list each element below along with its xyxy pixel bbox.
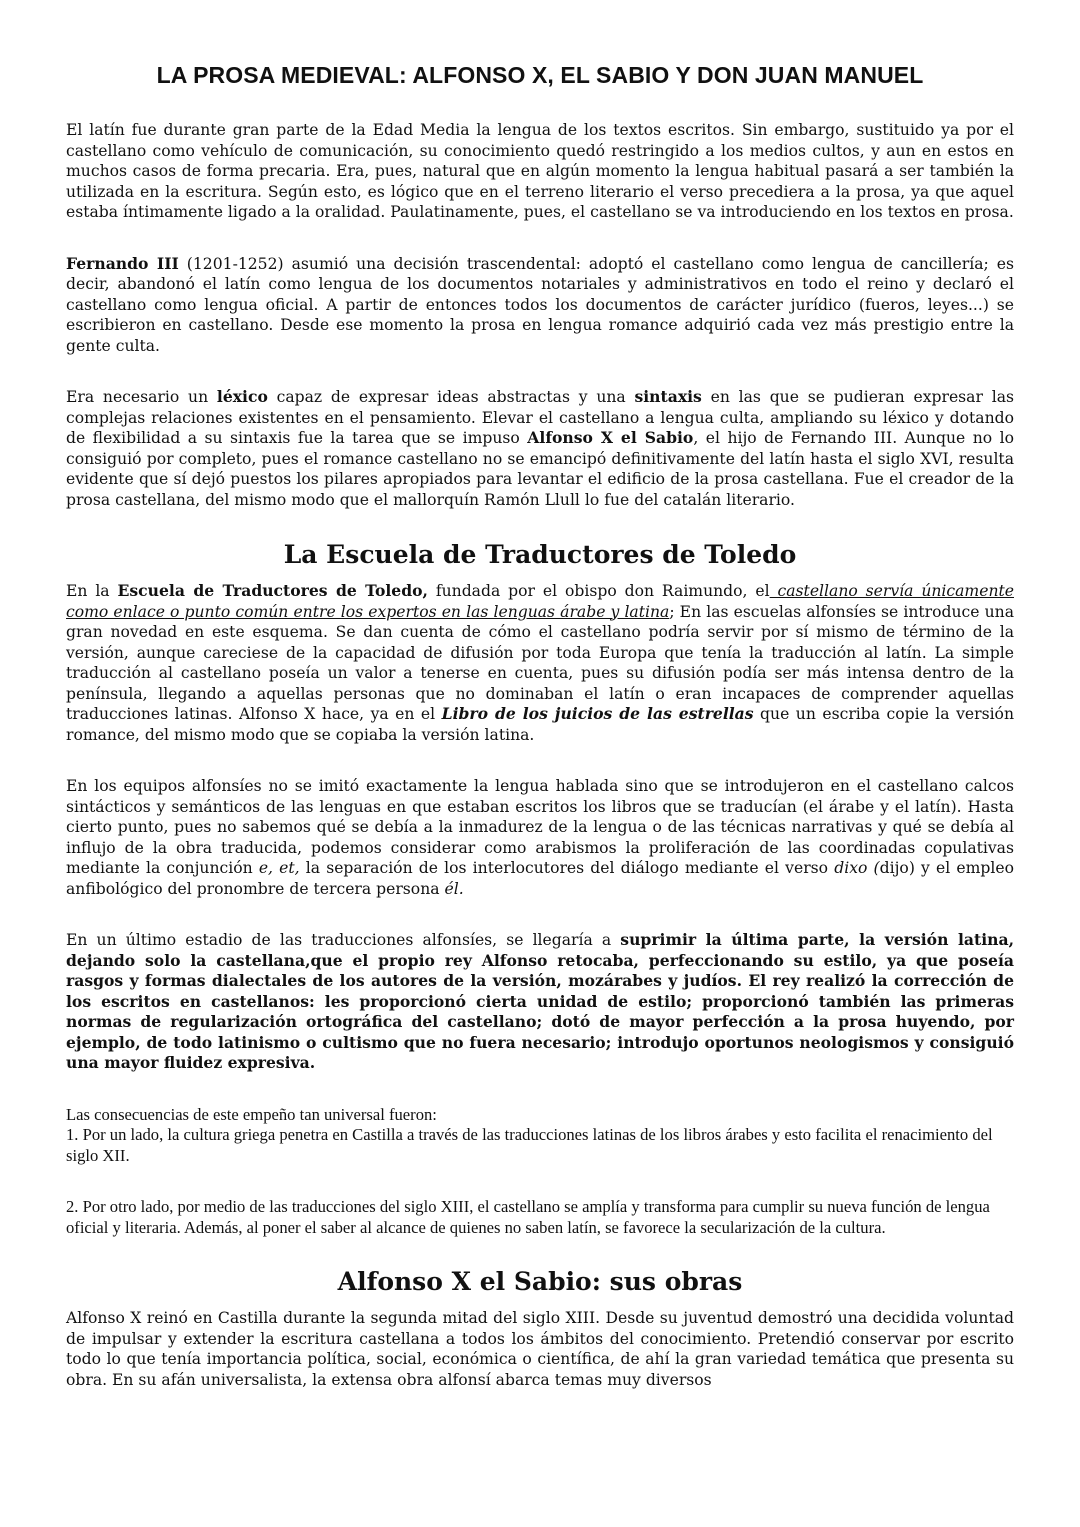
book-title: Libro de los juicios de las estrellas xyxy=(441,704,754,723)
page-title: LA PROSA MEDIEVAL: ALFONSO X, EL SABIO Y DON JUAN MANUEL xyxy=(156,62,924,88)
section-heading-escuela-traductores: La Escuela de Traductores de Toledo xyxy=(283,540,797,569)
consequence-item-1: 1. Por un lado, la cultura griega penetra en Castilla a través de las traducciones latinas de los libros árabes y esto facilita el renacimiento del siglo XII. xyxy=(66,1125,993,1165)
paragraph-escuela-toledo: En la Escuela de Traductores de Toledo, fundada por el obispo don Raimundo, el castellano servía únicamente como enlace o punto común entre los expertos en las lenguas árabe y latina; En las escuelas alfonsíes se introduce una gran novedad en este esquema. Se dan cuenta de cómo el castellano podría servir por sí mismo de término de la versión, aunque careciese de la capacidad de difusión por toda Europa que tenía la traducción al latín. La simple traducción al castellano poseía un valor a tenerse en cuenta, pues su difusión podía ser más intensa dentro de la península, llegando a aquellas personas que no dominaban el latín o eran incapaces de comprender aquellas traducciones latinas. Alfonso X hace, ya en el Libro de los juicios de las estrellas que un escriba copie la versión romance, del mismo modo que se copiaba la versión latina. xyxy=(66,581,1015,744)
section-heading-obras: Alfonso X el Sabio: sus obras xyxy=(337,1267,743,1296)
paragraph-fernando-iii: Fernando III (1201-1252) asumió una decisión trascendental: adoptó el castellano como lengua de cancillería; es decir, abandonó el latín como lengua de los documentos notariales y administrativos en todo el reino y declaró el castellano como lengua oficial. A partir de entonces todos los documentos de carácter jurídico (fueros, leyes...) se escribieron en castellano. Desde ese momento la prosa en lengua romance adquirió cada vez más prestigio entre la gente culta. xyxy=(66,253,1015,355)
paragraph-alfonso-obras: Alfonso X reinó en Castilla durante la segunda mitad del siglo XIII. Desde su juventud demostró una decidida voluntad de impulsar y extender la escritura castellana a todos los ámbitos del conocimiento. Pretendió conservar por escrito todo lo que tenía importancia política, social, económica o científica, de ahí la gran variedad temática que presenta su obra. En su afán universalista, la extensa obra alfonsí abarca temas muy diversos xyxy=(66,1309,1014,1389)
consequence-item-2: 2. Por otro lado, por medio de las traducciones del siglo XIII, el castellano se amplía y transforma para cumplir su nueva función de lengua oficial y literaria. Además, al poner el saber al alcance de quienes no saben latín, se favorece la secularización de la cultura. xyxy=(66,1197,990,1237)
paragraph-equipos-alfonsies: En los equipos alfonsíes no se imitó exactamente la lengua hablada sino que se introdujeron en el castellano calcos sintácticos y semánticos de las lenguas en que estaban escritos los libros que se traducían (el árabe y el latín). Hasta cierto punto, pues no sabemos qué se debía a la inmadurez de la lengua o de las técnicas narrativas y qué se debía al influjo de la obra traducida, podemos considerar como arabismos la proliferación de las coordinadas copulativas mediante la conjunción e, et, la separación de los interlocutores del diálogo mediante el verso dixo (dijo) y el empleo anfibológico del pronombre de tercera persona él. xyxy=(66,777,1014,898)
paragraph-intro-latin: El latín fue durante gran parte de la Edad Media la lengua de los textos escritos. Sin embargo, sustituido ya por el castellano como vehículo de comunicación, su conocimiento quedó restringido a los medios cultos, y aun en estos en muchos casos de forma precaria. Era, pues, natural que en algún momento la lengua habitual pasará a ser también la utilizada en la escritura. Según esto, es lógico que en el terreno literario el verso precediera a la prosa, ya que aquel estaba íntimamente ligado a la oralidad. Paulatinamente, pues, el castellano se va introduciendo en los textos en prosa. xyxy=(66,121,1014,221)
underlined-phrase: castellano servía únicamente como enlace o punto común entre los expertos en las lenguas árabe y latina xyxy=(66,582,1014,621)
paragraph-lexico-sintaxis: Era necesario un léxico capaz de expresar ideas abstractas y una sintaxis en las que se pudieran expresar las complejas relaciones existentes en el pensamiento. Elevar el castellano a lengua culta, ampliando su léxico y dotando de flexibilidad a su sintaxis fue la tarea que se impuso Alfonso X el Sabio, el hijo de Fernando III. Aunque no lo consiguió por completo, pues el romance castellano no se emancipó definitivamente del latín hasta el siglo XVI, resulta evidente que sí dejó puestos los pilares apropiados para levantar el edificio de la prosa castellana. Fue el creador de la prosa castellana, del mismo modo que el mallorquín Ramón Llull lo fue del catalán literario. xyxy=(66,387,1014,509)
consequences-list xyxy=(66,1105,1014,1239)
paragraph-ultimo-estadio: En un último estadio de las traducciones alfonsíes, se llegaría a suprimir la última parte, la versión latina, dejando solo la castellana,que el propio rey Alfonso retocaba, perfeccionando su estilo, ya que poseía rasgos y formas dialectales de los autores de la versión, mozárabes y judíos. El rey realizó la corrección de los escritos en castellanos: les proporcionó cierta unidad de estilo; proporcionó también las primeras normas de regularización ortográfica del castellano; dotó de mayor perfección a la prosa huyendo, por ejemplo, de todo latinismo o cultismo que no fuera necesario; introdujo oportunos neologismos y consiguió una mayor fluidez expresiva. xyxy=(66,930,1015,1072)
consequences-intro: Las consecuencias de este empeño tan universal fueron: xyxy=(66,1104,437,1124)
fernando-name: Fernando III xyxy=(66,253,179,273)
document-page xyxy=(66,62,1014,1390)
